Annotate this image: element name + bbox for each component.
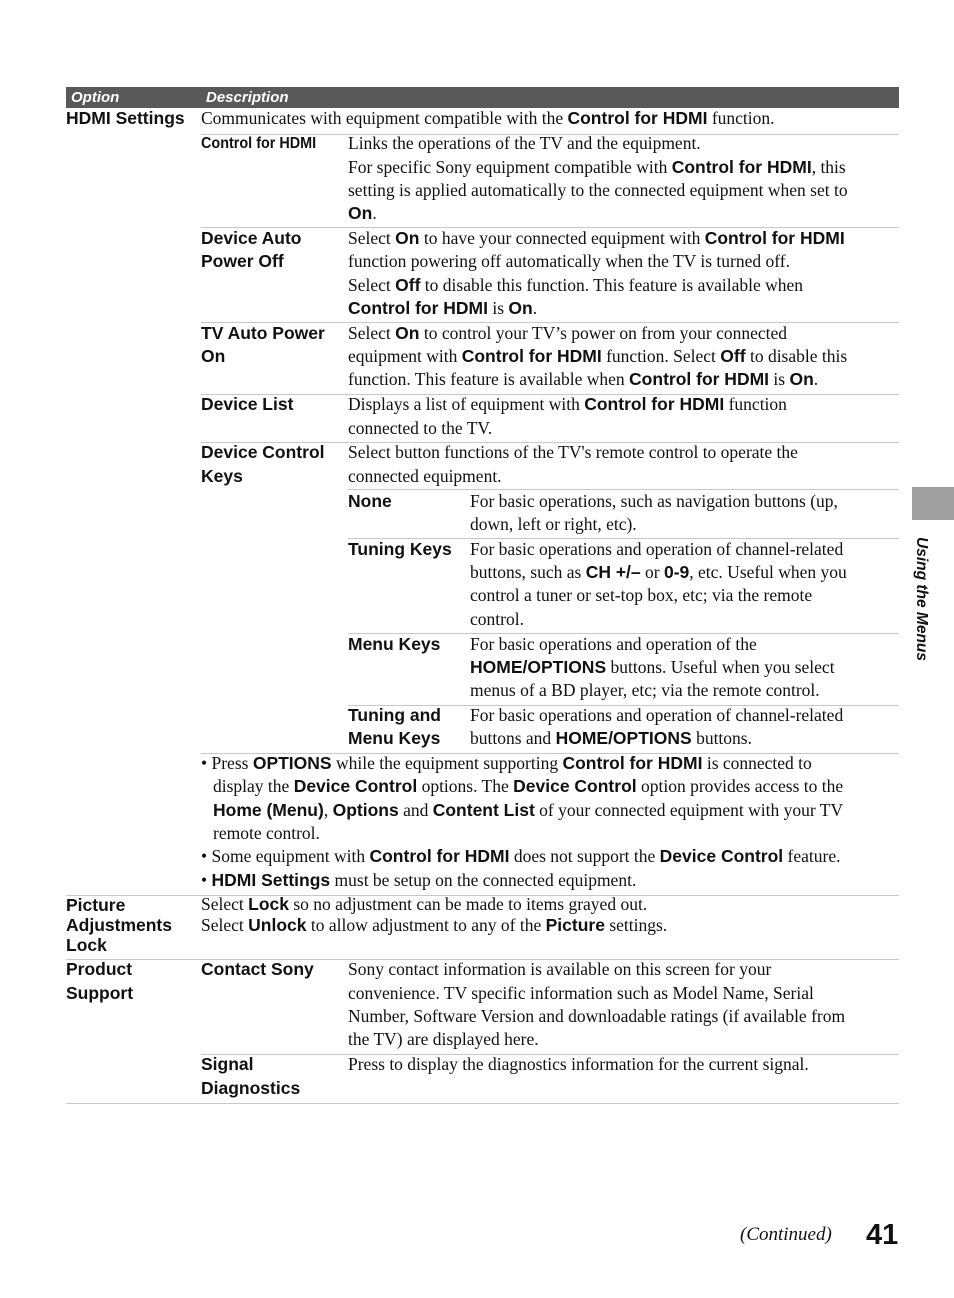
device-list-l1: Displays a list of equipment with Control for HDMI function [348, 394, 787, 414]
tv-auto-l1: Select On to control your TV’s power on from your connected [348, 323, 788, 343]
key-tuning-menu-2: Menu Keys [348, 728, 441, 748]
option-picture-adjustments-lock: Picture Adjustments Lock [66, 895, 172, 955]
control-l3: setting is applied automatically to the connected equipment when set to [348, 180, 848, 200]
suboption-device-list: Device List [201, 394, 294, 414]
suboption-device-control-keys: Device Control [201, 442, 325, 462]
table-bottom-rule [66, 1103, 899, 1104]
control-l2: For specific Sony equipment compatible with Control for HDMI, this [348, 157, 846, 177]
menu-l2: HOME/OPTIONS buttons. Useful when you select [470, 657, 835, 677]
option-product-support-2: Support [66, 983, 134, 1003]
note-bullet-1-l2: display the Device Control options. The Device Control option provides access to the [213, 776, 844, 796]
control-l4: On. [348, 203, 377, 223]
none-l1: For basic operations, such as navigation buttons (up, [470, 491, 838, 511]
hdmi-desc: Communicates with equipment compatible with the Control for HDMI function. [201, 108, 775, 128]
page-number: 41 [866, 1219, 899, 1251]
picture-lock-l1: Select Lock so no adjustment can be made to items grayed out. [201, 894, 648, 914]
picture-lock-l2: Select Unlock to allow adjustment to any of the Picture settings. [201, 915, 668, 935]
device-list-l2: connected to the TV. [348, 418, 493, 438]
note-bullet-1-l4: remote control. [213, 823, 320, 843]
contact-l3: Number, Software Version and downloadable ratings (if available from [348, 1006, 846, 1026]
suboption-signal-diagnostics-2: Diagnostics [201, 1078, 301, 1098]
section-side-label: Using the Menus [913, 537, 930, 662]
contact-l4: the TV) are displayed here. [348, 1029, 539, 1049]
signal-l1: Press to display the diagnostics information for the current signal. [348, 1054, 809, 1074]
suboption-tv-auto-power-on: TV Auto Power [201, 323, 325, 343]
suboption-contact-sony: Contact Sony [201, 959, 314, 979]
suboption-device-auto-power-off: Device Auto [201, 228, 302, 248]
suboption-control-for-hdmi: Control for HDMI [201, 135, 317, 152]
device-keys-l1: Select button functions of the TV's remote control to operate the [348, 442, 798, 462]
tuning-l1: For basic operations and operation of channel-related [470, 539, 844, 559]
table-header [66, 87, 899, 108]
key-menu: Menu Keys [348, 634, 441, 654]
menu-l1: For basic operations and operation of the [470, 634, 757, 654]
tuning-l4: control. [470, 609, 524, 629]
key-tuning-menu: Tuning and [348, 705, 441, 725]
option-product-support: Product [66, 959, 133, 979]
suboption-device-control-keys-2: Keys [201, 466, 243, 486]
header-description: Description [206, 89, 289, 106]
key-tuning: Tuning Keys [348, 539, 452, 559]
none-l2: down, left or right, etc). [470, 514, 637, 534]
note-bullet-3: • HDMI Settings must be setup on the connected equipment. [201, 870, 637, 890]
contact-l1: Sony contact information is available on this screen for your [348, 959, 772, 979]
suboption-tv-auto-power-on-2: On [201, 346, 226, 366]
continued-label: (Continued) [740, 1224, 832, 1245]
menu-l3: menus of a BD player, etc; via the remote control. [470, 680, 820, 700]
tuning-menu-l1: For basic operations and operation of channel-related [470, 705, 844, 725]
auto-off-l1: Select On to have your connected equipment with Control for HDMI [348, 228, 845, 248]
note-bullet-2: • Some equipment with Control for HDMI does not support the Device Control feature. [201, 846, 841, 866]
contact-l2: convenience. TV specific information such as Model Name, Serial [348, 983, 814, 1003]
control-l1: Links the operations of the TV and the equipment. [348, 133, 701, 153]
tuning-l2: buttons, such as CH +/– or 0-9, etc. Useful when you [470, 562, 847, 582]
auto-off-l4: Control for HDMI is On. [348, 298, 538, 318]
suboption-device-auto-power-off-2: Power Off [201, 251, 284, 271]
tuning-l3: control a tuner or set-top box, etc; via the remote [470, 585, 813, 605]
tuning-menu-l2: buttons and HOME/OPTIONS buttons. [470, 728, 752, 748]
option-hdmi-settings: HDMI Settings [66, 108, 185, 128]
suboption-signal-diagnostics: Signal [201, 1054, 254, 1074]
auto-off-l3: Select Off to disable this function. This feature is available when [348, 275, 804, 295]
header-option: Option [71, 89, 120, 106]
section-tab-marker [912, 487, 954, 520]
tv-auto-l3: function. This feature is available when Control for HDMI is On. [348, 369, 819, 389]
tv-auto-l2: equipment with Control for HDMI function. Select Off to disable this [348, 346, 848, 366]
note-bullet-1: • Press OPTIONS while the equipment supporting Control for HDMI is connected to [201, 753, 812, 773]
note-bullet-1-l3: Home (Menu), Options and Content List of your connected equipment with your TV [213, 800, 844, 820]
device-keys-l2: connected equipment. [348, 466, 502, 486]
auto-off-l2: function powering off automatically when the TV is turned off. [348, 251, 790, 271]
key-none: None [348, 491, 392, 511]
